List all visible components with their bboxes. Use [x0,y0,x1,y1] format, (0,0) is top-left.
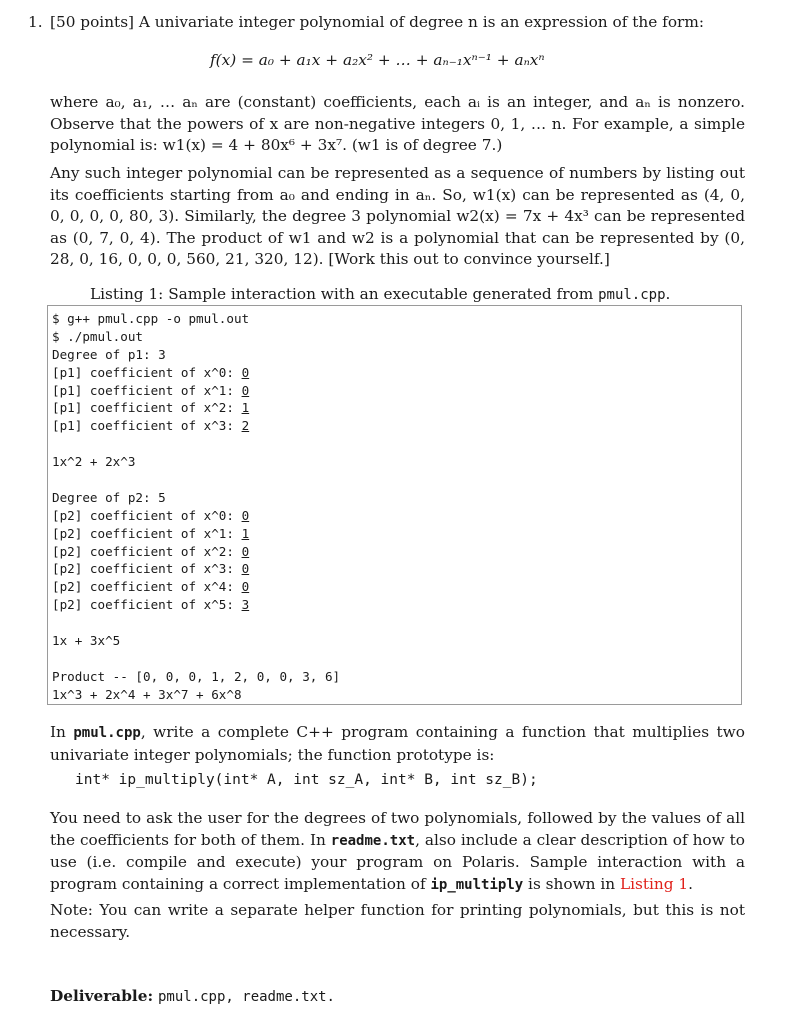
listing-line-text: [p2] coefficient of x^2: [52,543,242,559]
listing-line-text: $ g++ pmul.cpp -o pmul.out [52,311,250,326]
code-listing [47,305,742,705]
instructions-text-c: is shown in [523,874,620,893]
listing-line [52,668,741,686]
listing-line [52,417,741,435]
listing-line-text: [p1] coefficient of x^3: [52,418,242,434]
deliverable-line [50,986,335,1009]
readme-filename: readme.txt [330,832,416,849]
listing-line [52,399,741,417]
listing-line [52,543,741,561]
user-input-value: 1 [241,400,250,416]
user-input-value: 0 [241,364,250,380]
question-number: 1. [28,13,43,31]
task-text-b: , write a complete C++ program containing a function that multiplies two univariate integer polynomials; the function prototype is: [50,723,745,764]
caption-filename: pmul.cpp [598,287,666,303]
listing-line-text: [p2] coefficient of x^4: [52,579,242,595]
caption-text: Listing 1: Sample interaction with an executable generated from [90,285,599,303]
listing-line [52,525,741,543]
function-name: ip_multiply [430,876,524,893]
listing-line-text: Degree of p1: 3 [52,346,166,362]
listing-line [52,560,741,578]
listing-line-text: [p2] coefficient of x^5: [52,597,242,613]
listing-line [52,578,741,596]
task-text-a: In [50,723,74,741]
listing-line-text: Degree of p2: 5 [52,489,166,505]
user-input-value: 0 [241,561,250,577]
listing-line-text: [p2] coefficient of x^3: [52,561,242,577]
instructions-text-b: , also include a clear description of how to use (i.e. compile and execute) your program on Polaris. Sample interaction with a program containing a correct implementation of [50,830,745,893]
listing-line-text: [p1] coefficient of x^2: [52,400,242,416]
listing-line [52,686,741,704]
deliverable-label: Deliverable: [50,987,154,1005]
listing-line [52,596,741,614]
user-input-value: 0 [241,507,250,523]
listing-line-text: [p1] coefficient of x^0: [52,364,242,380]
coefficients-text: where a₀, a₁, … aₙ are (constant) coefficients, each aᵢ is an integer, and aₙ is nonzero. Observe that the powers of x are non-negative integers 0, 1, … n. For example, a simple polynomial is: w1(x) = 4 + 80x⁶ + 3x⁷. (w1 is of degree 7.) [50,93,745,155]
task-filename: pmul.cpp [73,725,141,741]
user-input-value: 2 [241,418,250,434]
user-input-value: 3 [241,597,250,613]
listing-line-text: Product -- [0, 0, 0, 1, 2, 0, 0, 3, 6] [52,668,341,684]
user-input-value: 0 [241,382,250,398]
listing-line [52,346,741,364]
listing-line [52,435,741,453]
instructions-text-d: . [688,874,694,893]
task-paragraph [50,722,745,766]
user-input-value: 0 [241,579,250,595]
user-input-value: 1 [241,525,250,541]
representation-paragraph [50,163,745,271]
listing-line [52,453,741,471]
listing-line [52,310,741,328]
question-intro: [50 points] A univariate integer polynomial of degree n is an expression of the form: [50,13,705,31]
listing-reference-link[interactable]: Listing 1 [619,874,689,893]
representation-text: Any such integer polynomial can be represented as a sequence of numbers by listing out its coefficients starting from a₀ and ending in aₙ. So, w1(x) can be represented as (4, 0, 0, 0, 0, 0, 80, 3). Similarly, the degree 3 polynomial w2(x) = 7x + 4x³ can be represented as (0, 7, 0, 4). The product of w1 and w2 is a polynomial that can be represented by (0, 28, 0, 16, 0, 0, 0, 560, 21, 320, 12). [Work this out to convince yourself.] [50,164,745,269]
function-prototype: int* ip_multiply(int* A, int sz_A, int* B, int sz_B); [75,772,538,788]
listing-caption [90,284,670,307]
polynomial-formula: f(x) = a₀ + a₁x + a₂x² + … + aₙ₋₁xⁿ⁻¹ + aₙxⁿ [210,51,545,69]
instructions-paragraph [50,808,745,896]
listing-line [52,364,741,382]
note-text: Note: You can write a separate helper function for printing polynomials, but this is not necessary. [50,901,745,941]
listing-line [52,382,741,400]
listing-line [52,489,741,507]
listing-line [52,632,741,650]
listing-line-text: [p2] coefficient of x^1: [52,525,242,541]
deliverable-files: pmul.cpp, readme.txt. [157,989,335,1005]
listing-line [52,328,741,346]
user-input-value: 0 [241,543,250,559]
listing-line [52,507,741,525]
listing-line-text: $ ./pmul.out [52,328,143,344]
instructions-text-a: You need to ask the user for the degrees of two polynomials, followed by the values of all the coefficients for both of them. In [50,809,745,849]
listing-line-text: 1x^3 + 2x^4 + 3x^7 + 6x^8 [52,686,242,702]
caption-period: . [665,285,671,303]
listing-line-text: 1x^2 + 2x^3 [52,454,136,470]
listing-line-text: [p2] coefficient of x^0: [52,507,242,523]
listing-line [52,650,741,668]
listing-line [52,471,741,489]
note-paragraph [50,900,745,943]
listing-line-text: 1x + 3x^5 [52,633,121,649]
coefficients-paragraph [50,92,745,157]
listing-line-text: [p1] coefficient of x^1: [52,382,242,398]
listing-line [52,614,741,632]
